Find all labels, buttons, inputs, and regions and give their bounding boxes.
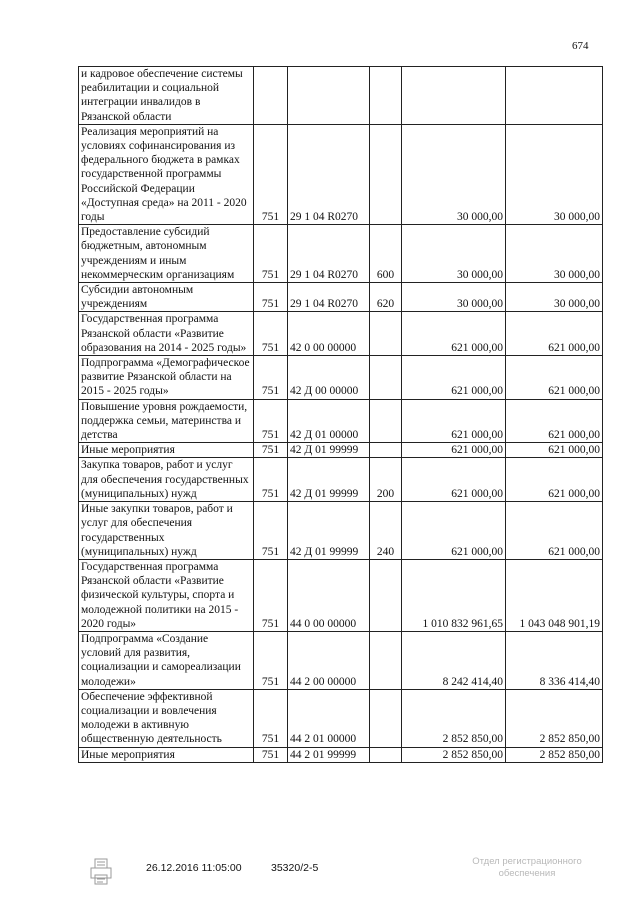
row-target: 42 Д 01 99999	[288, 443, 370, 458]
row-code	[254, 67, 288, 125]
row-code: 751	[254, 747, 288, 762]
row-vr	[370, 312, 402, 356]
row-target: 42 Д 01 99999	[288, 458, 370, 502]
row-sum2: 621 000,00	[506, 399, 603, 443]
row-vr	[370, 356, 402, 400]
row-sum1: 621 000,00	[402, 458, 506, 502]
row-target: 29 1 04 R0270	[288, 283, 370, 312]
table-row	[79, 502, 603, 560]
row-name: Государственная программа Рязанской области «Развитие образования на 2014 - 2025 годы»	[79, 312, 254, 356]
budget-table	[78, 66, 603, 763]
row-name: Закупка товаров, работ и услуг для обеспечения государственных (муниципальных) нужд	[79, 458, 254, 502]
row-sum2: 621 000,00	[506, 312, 603, 356]
row-name: Реализация мероприятий на условиях софинансирования из федерального бюджета в рамках государственной программы Российской Федерации «Доступная среда» на 2011 - 2020 годы	[79, 124, 254, 224]
row-sum1	[402, 67, 506, 125]
row-target: 29 1 04 R0270	[288, 124, 370, 224]
table-row	[79, 443, 603, 458]
row-sum2	[506, 67, 603, 125]
row-name: Подпрограмма «Создание условий для развития, социализации и самореализации молодежи»	[79, 631, 254, 689]
row-code: 751	[254, 559, 288, 631]
row-target	[288, 67, 370, 125]
row-code: 751	[254, 502, 288, 560]
row-vr	[370, 67, 402, 125]
row-sum2: 621 000,00	[506, 356, 603, 400]
table-row	[79, 283, 603, 312]
row-code: 751	[254, 689, 288, 747]
row-name: Подпрограмма «Демографическое развитие Рязанской области на 2015 - 2025 годы»	[79, 356, 254, 400]
row-sum1: 30 000,00	[402, 124, 506, 224]
row-sum2: 30 000,00	[506, 225, 603, 283]
row-sum2: 1 043 048 901,19	[506, 559, 603, 631]
registration-stamp	[447, 856, 607, 880]
stamp-line-1: Отдел регистрационного	[472, 856, 582, 867]
row-sum2: 2 852 850,00	[506, 747, 603, 762]
row-code: 751	[254, 443, 288, 458]
row-sum1: 621 000,00	[402, 399, 506, 443]
row-vr: 620	[370, 283, 402, 312]
row-code: 751	[254, 399, 288, 443]
table-row	[79, 747, 603, 762]
page-footer	[0, 856, 640, 896]
row-name: и кадровое обеспечение системы реабилитации и социальной интеграции инвалидов в Рязанской области	[79, 67, 254, 125]
row-name: Повышение уровня рождаемости, поддержка семьи, материнства и детства	[79, 399, 254, 443]
row-code: 751	[254, 225, 288, 283]
row-sum1: 2 852 850,00	[402, 689, 506, 747]
row-sum1: 621 000,00	[402, 356, 506, 400]
table-row	[79, 124, 603, 224]
row-sum1: 621 000,00	[402, 502, 506, 560]
table-row	[79, 458, 603, 502]
row-vr	[370, 631, 402, 689]
row-name: Иные мероприятия	[79, 443, 254, 458]
row-code: 751	[254, 458, 288, 502]
row-vr	[370, 747, 402, 762]
row-target: 42 Д 01 99999	[288, 502, 370, 560]
row-name: Предоставление субсидий бюджетным, автономным учреждениям и иным некоммерческим организациям	[79, 225, 254, 283]
row-sum1: 621 000,00	[402, 312, 506, 356]
table-row	[79, 631, 603, 689]
row-vr	[370, 689, 402, 747]
row-target: 44 2 00 00000	[288, 631, 370, 689]
footer-doc-number: 35320/2-5	[271, 862, 319, 874]
row-name: Обеспечение эффективной социализации и вовлечения молодежи в активную общественную деятельность	[79, 689, 254, 747]
row-code: 751	[254, 283, 288, 312]
table-row	[79, 399, 603, 443]
row-vr: 240	[370, 502, 402, 560]
row-vr	[370, 559, 402, 631]
row-target: 42 Д 01 00000	[288, 399, 370, 443]
table-row	[79, 559, 603, 631]
printer-icon	[88, 856, 114, 888]
row-sum2: 621 000,00	[506, 443, 603, 458]
row-vr	[370, 399, 402, 443]
table-row	[79, 689, 603, 747]
row-sum2: 621 000,00	[506, 458, 603, 502]
row-sum2: 30 000,00	[506, 124, 603, 224]
row-vr: 600	[370, 225, 402, 283]
row-vr: 200	[370, 458, 402, 502]
table-row	[79, 356, 603, 400]
table-row	[79, 225, 603, 283]
footer-date: 26.12.2016 11:05:00	[146, 862, 242, 874]
row-target: 44 2 01 00000	[288, 689, 370, 747]
row-sum2: 30 000,00	[506, 283, 603, 312]
table-row	[79, 67, 603, 125]
row-vr	[370, 443, 402, 458]
row-name: Иные закупки товаров, работ и услуг для обеспечения государственных (муниципальных) нужд	[79, 502, 254, 560]
row-vr	[370, 124, 402, 224]
row-code: 751	[254, 631, 288, 689]
row-target: 29 1 04 R0270	[288, 225, 370, 283]
row-target: 44 0 00 00000	[288, 559, 370, 631]
row-code: 751	[254, 124, 288, 224]
row-sum2: 621 000,00	[506, 502, 603, 560]
row-code: 751	[254, 312, 288, 356]
row-sum1: 30 000,00	[402, 283, 506, 312]
row-target: 42 Д 00 00000	[288, 356, 370, 400]
page-number: 674	[572, 40, 589, 52]
row-name: Иные мероприятия	[79, 747, 254, 762]
row-name: Субсидии автономным учреждениям	[79, 283, 254, 312]
row-sum1: 30 000,00	[402, 225, 506, 283]
row-sum2: 2 852 850,00	[506, 689, 603, 747]
row-target: 44 2 01 99999	[288, 747, 370, 762]
table-row	[79, 312, 603, 356]
row-sum1: 621 000,00	[402, 443, 506, 458]
row-target: 42 0 00 00000	[288, 312, 370, 356]
row-name: Государственная программа Рязанской области «Развитие физической культуры, спорта и молодежной политики на 2015 - 2020 годы»	[79, 559, 254, 631]
row-sum1: 2 852 850,00	[402, 747, 506, 762]
row-code: 751	[254, 356, 288, 400]
stamp-line-2: обеспечения	[498, 868, 556, 879]
row-sum1: 1 010 832 961,65	[402, 559, 506, 631]
row-sum2: 8 336 414,40	[506, 631, 603, 689]
row-sum1: 8 242 414,40	[402, 631, 506, 689]
